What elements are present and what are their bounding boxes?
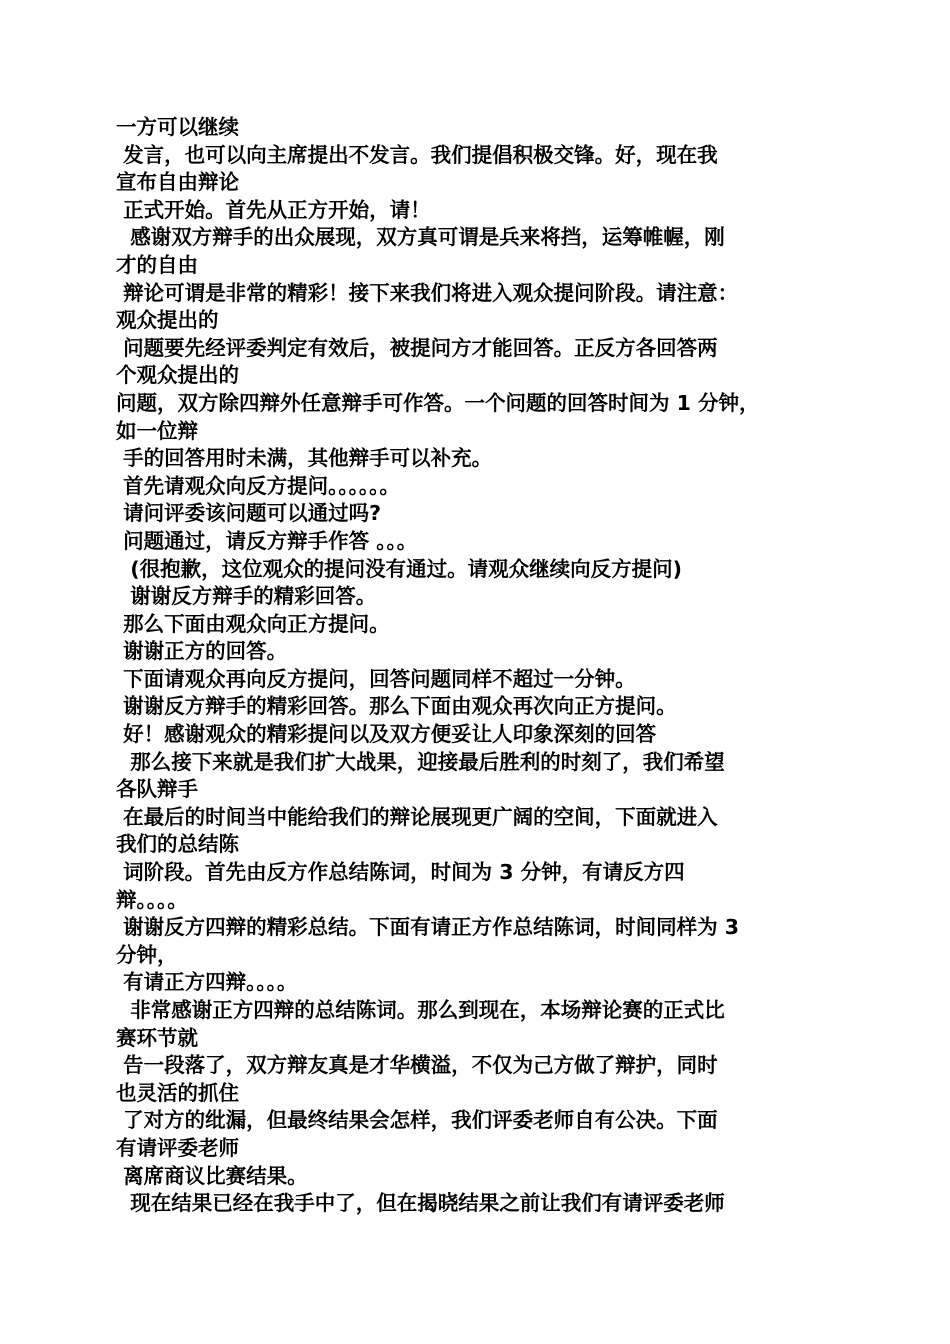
text-line: 有请正方四辩。。。。 xyxy=(116,970,298,995)
text-line: 正式开始。首先从正方开始，请！ xyxy=(116,197,431,222)
text-line: 辩。。。。 xyxy=(116,887,188,912)
text-line: 下面请观众再向反方提问，回答问题同样不超过一分钟。 xyxy=(116,666,636,691)
text-line: 问题，双方除四辩外任意辩手可作答。一个问题的回答时间为 1 分钟， xyxy=(116,390,760,415)
text-line: 各队辩手 xyxy=(116,777,198,802)
text-line: 告一段落了，双方辩友真是才华横溢，不仅为己方做了辩护，同时 xyxy=(116,1053,718,1078)
text-line: 谢谢反方四辩的精彩总结。下面有请正方作总结陈词，时间同样为 3 xyxy=(116,915,740,940)
text-line: 感谢双方辩手的出众展现，双方真可谓是兵来将挡，运筹帷幄，刚 xyxy=(116,225,725,250)
text-line: 首先请观众向反方提问。。。。。。 xyxy=(116,473,400,498)
text-line: 那么接下来就是我们扩大战果，迎接最后胜利的时刻了，我们希望 xyxy=(116,749,725,774)
text-line: 赛环节就 xyxy=(116,1025,198,1050)
text-line: 观众提出的 xyxy=(116,308,219,333)
text-line: 手的回答用时未满，其他辩手可以补充。 xyxy=(116,446,493,471)
text-line: 好！感谢观众的精彩提问以及双方便妥让人印象深刻的回答 xyxy=(116,722,657,747)
text-line: 问题要先经评委判定有效后，被提问方才能回答。正反方各回答两 xyxy=(116,335,718,360)
text-line: 请问评委该问题可以通过吗? xyxy=(116,501,382,526)
text-line: 如一位辩 xyxy=(116,418,198,443)
text-line: 宣布自由辩论 xyxy=(116,170,239,195)
text-line: 有请评委老师 xyxy=(116,1135,239,1160)
text-line: 离席商议比赛结果。 xyxy=(116,1163,308,1188)
text-line: 了对方的纰漏，但最终结果会怎样，我们评委老师自有公决。下面 xyxy=(116,1108,718,1133)
text-line: 谢谢正方的回答。 xyxy=(116,639,288,664)
text-line: 问题通过，请反方辩手作答 。。。 xyxy=(116,528,418,553)
text-line: 我们的总结陈 xyxy=(116,832,239,857)
text-line: 才的自由 xyxy=(116,252,198,277)
text-line: 一方可以继续 xyxy=(116,115,239,139)
text-line: 在最后的时间当中能给我们的辩论展现更广阔的空间，下面就进入 xyxy=(116,804,718,829)
text-line: 发言，也可以向主席提出不发言。我们提倡积极交锋。好，现在我 xyxy=(116,142,718,167)
text-line: 词阶段。首先由反方作总结陈词，时间为 3 分钟，有请反方四 xyxy=(116,860,685,885)
document-body xyxy=(116,114,846,1218)
text-line: (很抱歉，这位观众的提问没有通过。请观众继续向反方提问) xyxy=(116,556,683,581)
text-line: 个观众提出的 xyxy=(116,363,239,388)
text-line: 分钟， xyxy=(116,942,178,967)
text-line: 也灵活的抓住 xyxy=(116,1080,239,1105)
text-line: 那么下面由观众向正方提问。 xyxy=(116,611,390,636)
text-line: 非常感谢正方四辩的总结陈词。那么到现在，本场辩论赛的正式比 xyxy=(116,998,725,1022)
text-line: 谢谢反方辩手的精彩回答。 xyxy=(116,584,377,609)
text-line: 谢谢反方辩手的精彩回答。那么下面由观众再次向正方提问。 xyxy=(116,694,677,719)
text-line: 辩论可谓是非常的精彩！接下来我们将进入观众提问阶段。请注意： xyxy=(116,280,739,305)
text-line: 现在结果已经在我手中了，但在揭晓结果之前让我们有请评委老师 xyxy=(116,1191,725,1216)
